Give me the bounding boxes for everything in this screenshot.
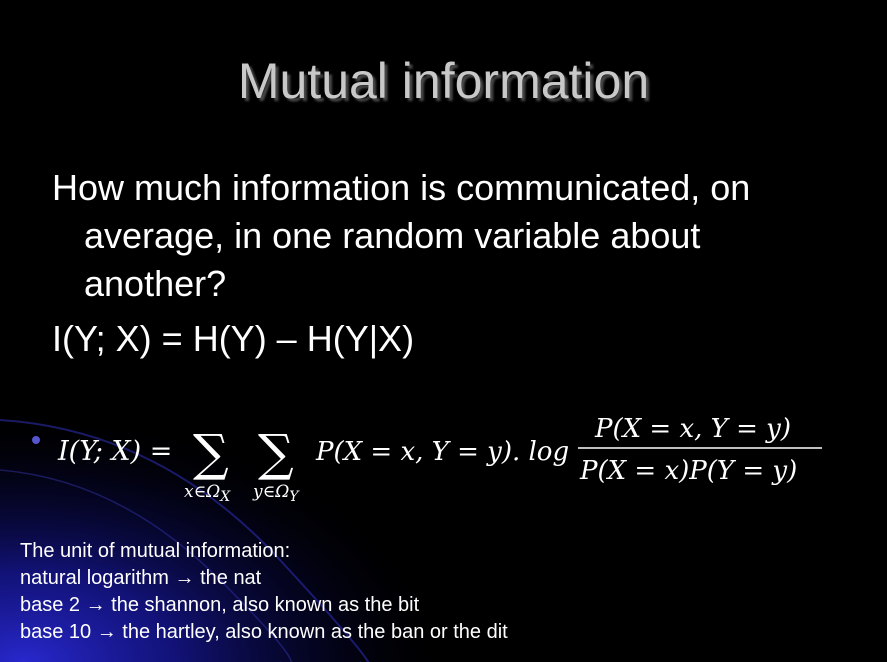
sum-subscript-x-text: x∈Ω	[184, 482, 221, 502]
question-line-3: another?	[84, 263, 227, 304]
question-line-2: average, in one random variable about	[84, 215, 701, 256]
simple-equation: I(Y; X) = H(Y) – H(Y|X)	[52, 318, 415, 359]
sum-symbol-x: ∑	[193, 424, 229, 482]
unit-line-4: base 10 → the hartley, also known as the ban or the dit	[20, 621, 508, 643]
unit-line-1: The unit of mutual information:	[20, 540, 291, 562]
fraction-denominator: P(X = x)P(Y = y)	[580, 456, 798, 486]
unit-line-3: base 2 → the shannon, also known as the bit	[20, 594, 420, 616]
slide-title: Mutual information	[237, 53, 650, 109]
sum-subscript-x	[184, 482, 231, 505]
question-line-1: How much information is communicated, on	[52, 167, 751, 208]
sum-subscript-y	[252, 482, 300, 505]
joint-probability-term: P(X = x, Y = y). log	[316, 437, 570, 467]
sum-symbol-y: ∑	[258, 424, 294, 482]
sum-subscript-y-var: Y	[289, 489, 299, 505]
sum-subscript-x-var: X	[220, 489, 231, 505]
unit-notes	[20, 538, 508, 646]
unit-line-2: natural logarithm → the nat	[20, 567, 262, 589]
formula-lhs: I(Y; X) =	[58, 436, 173, 467]
fraction-numerator: P(X = x, Y = y)	[595, 414, 791, 444]
sum-subscript-y-text: y∈Ω	[253, 482, 290, 502]
